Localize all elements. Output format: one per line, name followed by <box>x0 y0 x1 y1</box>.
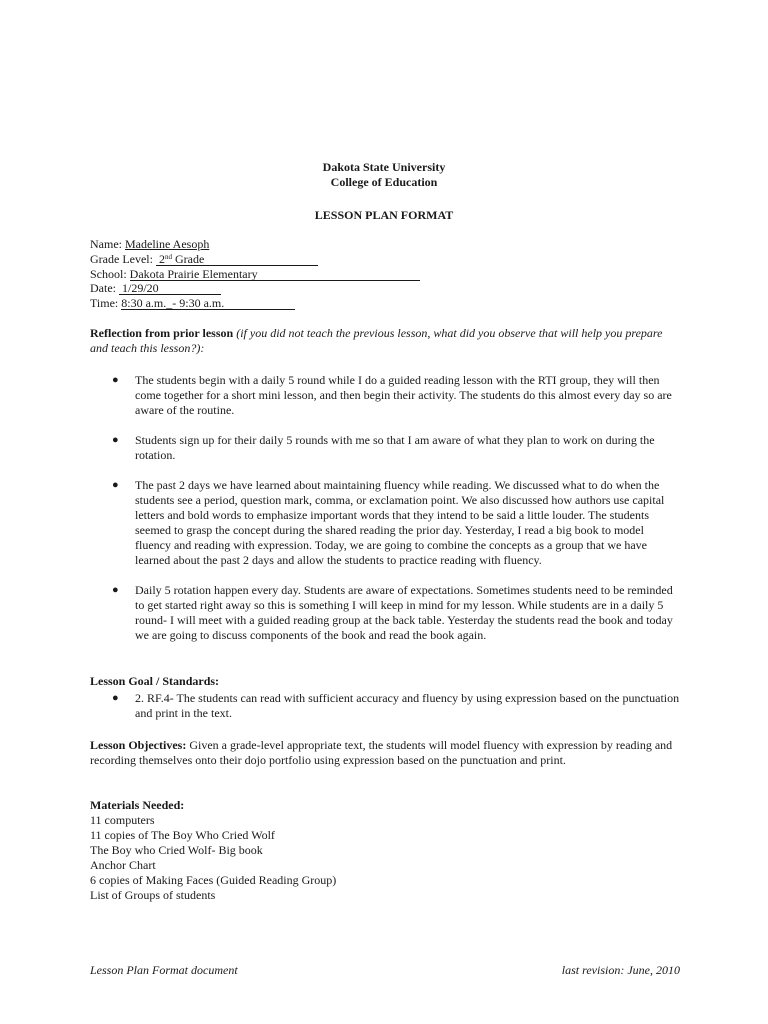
objectives-text: Given a grade-level appropriate text, the students will model fluency with expression by reading and recording themselves onto their dojo portfolio using expression based on the punctuation and print. <box>90 738 673 767</box>
list-item: Anchor Chart <box>90 858 156 872</box>
grade-suffix: Grade <box>171 251 205 266</box>
college-name: College of Education <box>330 175 438 189</box>
list-item <box>90 583 680 643</box>
goal-list <box>90 691 680 721</box>
list-item-text: Students sign up for their daily 5 rounds with me so that I am aware of what they plan to work on during the rotation. <box>135 433 655 462</box>
date-label: Date: <box>90 281 119 296</box>
university-name: Dakota State University <box>322 160 446 174</box>
reflection-prompt: (if you did not teach the previous lesson, what did you observe that will help you prepare and teach this lesson?): <box>90 326 663 355</box>
time-label: Time: <box>90 296 122 311</box>
document-header <box>0 160 768 190</box>
grade-value-field <box>156 253 318 266</box>
grade-superscript: nd <box>164 252 172 261</box>
list-item-text: Daily 5 rotation happen every day. Students are aware of expectations. Sometimes students need to be reminded to get started right away so this is something I will keep in mind for my lesson. While students are in a daily 5 round- I will meet with a guided reading group at the back table. Yesterday the students read the book and today we are going to discuss components of the book and read the book again. <box>135 583 673 642</box>
footer-revision: last revision: June, 2010 <box>561 963 680 977</box>
date-row <box>90 281 420 296</box>
footer-document-name: Lesson Plan Format document <box>90 963 238 977</box>
bullet-icon: ● <box>112 374 119 386</box>
list-item: 11 copies of The Boy Who Cried Wolf <box>90 828 275 842</box>
time-row <box>90 296 420 311</box>
bullet-icon: ● <box>112 479 119 491</box>
date-value: 1/29/20 <box>122 281 159 296</box>
grade-row <box>90 252 420 267</box>
goal-heading: Lesson Goal / Standards: <box>90 674 220 688</box>
name-value: Madeline Aesoph <box>125 237 210 251</box>
list-item-text: The students begin with a daily 5 round while I do a guided reading lesson with the RTI group, they will then come together for a short mini lesson, and then begin their activity. The students do this almost every day so are aware of the routine. <box>135 373 672 417</box>
materials-list <box>90 813 336 903</box>
list-item <box>90 691 680 721</box>
list-item-text: 2. RF.4- The students can read with sufficient accuracy and fluency by using expression based on the punctuation and print in the text. <box>135 691 680 720</box>
school-value: Dakota Prairie Elementary <box>130 268 420 281</box>
list-item <box>90 373 680 418</box>
materials-heading: Materials Needed: <box>90 798 185 812</box>
page-title: LESSON PLAN FORMAT <box>314 208 454 222</box>
objectives-label: Lesson Objectives: <box>90 738 187 752</box>
name-row <box>90 237 420 252</box>
list-item <box>90 478 680 568</box>
school-label: School: <box>90 266 130 281</box>
grade-label: Grade Level: <box>90 251 156 266</box>
bullet-icon: ● <box>112 692 119 704</box>
grade-value: 2 <box>158 251 165 266</box>
date-value-field <box>119 282 221 295</box>
name-label: Name: <box>90 237 125 251</box>
objectives-paragraph <box>90 738 680 768</box>
time-value: 8:30 a.m._- 9:30 a.m. <box>121 297 295 310</box>
reflection-heading <box>90 326 680 356</box>
list-item: 6 copies of Making Faces (Guided Reading Group) <box>90 873 337 887</box>
list-item-text: The past 2 days we have learned about maintaining fluency while reading. We discussed what to do when the students see a period, question mark, comma, or exclamation point. We also discussed how authors use capital letters and bold words to emphasize important words that they intend to be said a little louder. The students seemed to grasp the concept during the shared reading the prior day. Yesterday, I read a big book to model fluency and reading with expression. Today, we are going to combine the concepts as a group that we have learned about the past 2 days and allow the students to practice reading with fluency. <box>135 478 665 567</box>
list-item <box>90 433 680 463</box>
bullet-icon: ● <box>112 584 119 596</box>
list-item: List of Groups of students <box>90 888 216 902</box>
school-row <box>90 267 420 282</box>
reflection-label: Reflection from prior lesson <box>90 326 234 340</box>
list-item: The Boy who Cried Wolf- Big book <box>90 843 263 857</box>
list-item: 11 computers <box>90 813 155 827</box>
reflection-list <box>90 373 680 658</box>
lesson-info-block <box>90 237 420 311</box>
bullet-icon: ● <box>112 434 119 446</box>
